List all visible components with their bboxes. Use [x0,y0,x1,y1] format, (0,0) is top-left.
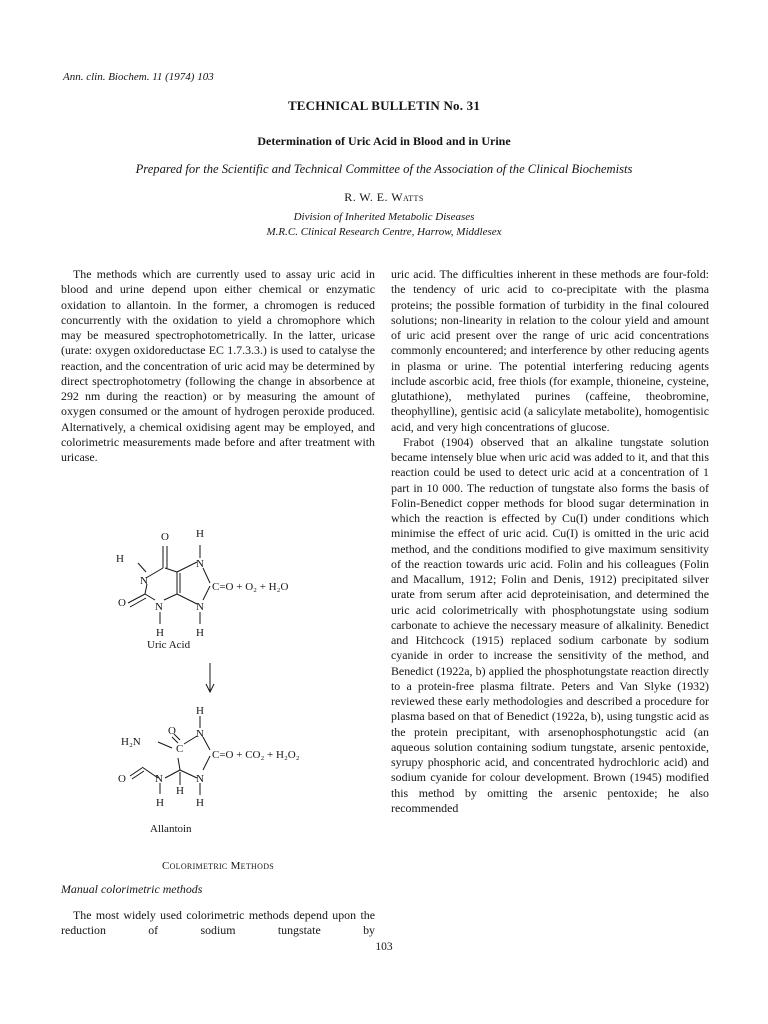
bulletin-number: TECHNICAL BULLETIN No. 31 [287,98,481,113]
uric-acid-label: Uric Acid [147,639,191,651]
author-surname: Watts [391,190,424,204]
left-column-text-2 [61,908,375,939]
left-paragraph-1: The methods which are currently used to assay uric acid in blood and urine depend upon either chemical or enzymatic oxidation to allantoin. In the former, a chromogen is reduced concurrently with the oxidation to yield a chromophore which may be measured spectrophotometrically. In the latter, uricase (urate: oxygen oxidoreductase EC 1.7.3.3.) is used to catalyse the reaction, and the concentration of uric acid may be determined by direct spectrophotometry (following the change in absorbence at 292 nm during the reaction) or by measuring the amount of oxygen consumed or the amount of hydrogen peroxide produced. Alternatively, a chemical oxidising agent may be employed, and colorimetric measurements made before and after treatment with uricase. [61,267,375,464]
journal-reference: Ann. clin. Biochem. 11 (1974) 103 [63,71,214,83]
affiliation-line-1: Division of Inherited Metabolic Diseases [293,211,475,223]
article-title: Determination of Uric Acid in Blood and in Urine [257,134,511,148]
prepared-for-line: Prepared for the Scientific and Technical Committee of the Association of the Clinical Biochemists [135,162,633,176]
subheading: Manual colorimetric methods [61,882,203,896]
atom-h-bottom-right: H [196,627,204,639]
author-initials: R. W. E. [344,190,392,204]
author [40,190,728,205]
section-heading: Colorimetric Methods [161,860,275,872]
reaction-scheme [100,520,360,860]
atom-n-allantoin-right: N [196,773,204,785]
atom-h-allantoin-br: H [196,797,204,809]
atom-h-left: H [116,553,124,565]
reaction-2-products: C=O + CO₂ + H₂O₂ [212,749,300,761]
atom-h2n: H₂N [121,736,141,748]
atom-o-allantoin-top: O [168,725,176,737]
atom-h-allantoin-bl: H [156,797,164,809]
page-number: 103 [375,941,393,953]
atom-n-allantoin-left: N [155,773,163,785]
atom-c-allantoin: C [176,743,184,755]
atom-n-7: N [196,558,204,570]
right-paragraph-2: Frabot (1904) observed that an alkaline tungstate solution became intensely blue when uric acid was added to it, and that this reaction could be used to detect uric acid at a concentration of 1 part in 10 000. The reduction of tungstate also forms the basis of Folin-Benedict copper methods for blood sugar determination in which the reaction is effected by Cu(I) under conditions which minimise the effect of uric acid. Cu(I) is omitted in the uric acid method, and the conditions modified to give maximum sensitivity of the reaction towards uric acid. Folin and his colleagues (Folin and Macallum, 1912; Folin and Denis, 1912) precipitated silver urate from serum after acid deproteinisation, and determined the uric acid colorimetrically with phosphotungstate using sodium carbonate to achieve the necessary measure of alkalinity. Benedict and Hitchcock (1915) replaced sodium carbonate by sodium cyanide in order to increase the sensitivity of the method, and Benedict (1922a, b) applied the phosphotungstate reaction directly to a protein-free plasma filtrate. Peters and Van Slyke (1932) reviewed these early methodologies and described a procedure for plasma based on that of Benedict (1922a, b), using tungstic acid as the protein precipitant, with arsenophosphotungstic acid (an aqueous solution containing sodium tungstate, arsenic pentoxide, syrupy phosphoric acid, and concentrated hydrochloric acid) and sodium cyanide for colour development. Brown (1945) modified this method by omitting the arsenic pentoxide; he also recommended [391,434,709,815]
right-paragraph-1: uric acid. The difficulties inherent in these methods are four-fold: the tendency of uric acid to co-precipitate with the plasma proteins; the possible formation of turbidity in the final coloured solutions; non-linearity in relation to the colour yield and amount of uric acid present over the range of uric acid concentrations commonly encountered; and interference by other reducing agents in plasma or urine. The potential interfering reducing agents include ascorbic acid, free thiols (for example, thioneine, cysteine, glutathione), methylated purines (caffeine, theobromine, theophylline), gentisic acid (a salicylate metabolite), homogentisic acid, and very high concentrations of glucose. [391,267,709,434]
reaction-1-products: C=O + O₂ + H₂O [212,581,289,593]
atom-o-top: O [161,531,169,543]
allantoin-label: Allantoin [150,823,192,835]
atom-o-left: O [118,597,126,609]
right-column-text [391,267,709,816]
atom-n-9: N [196,601,204,613]
atom-h-allantoin-top: H [196,705,204,717]
left-paragraph-2: The most widely used colorimetric methods depend upon the reduction of sodium tungstate by [61,908,375,938]
affiliation-line-2: M.R.C. Clinical Research Centre, Harrow, Middlesex [266,226,502,238]
atom-h-top: H [196,528,204,540]
left-column-text [61,267,375,465]
atom-h-bottom-left: H [156,627,164,639]
atom-o-allantoin-left: O [118,773,126,785]
atom-h-allantoin-mid: H [176,785,184,797]
atom-n-3: N [155,601,163,613]
atom-n-1: N [140,575,148,587]
atom-n-allantoin-top: N [196,728,204,740]
